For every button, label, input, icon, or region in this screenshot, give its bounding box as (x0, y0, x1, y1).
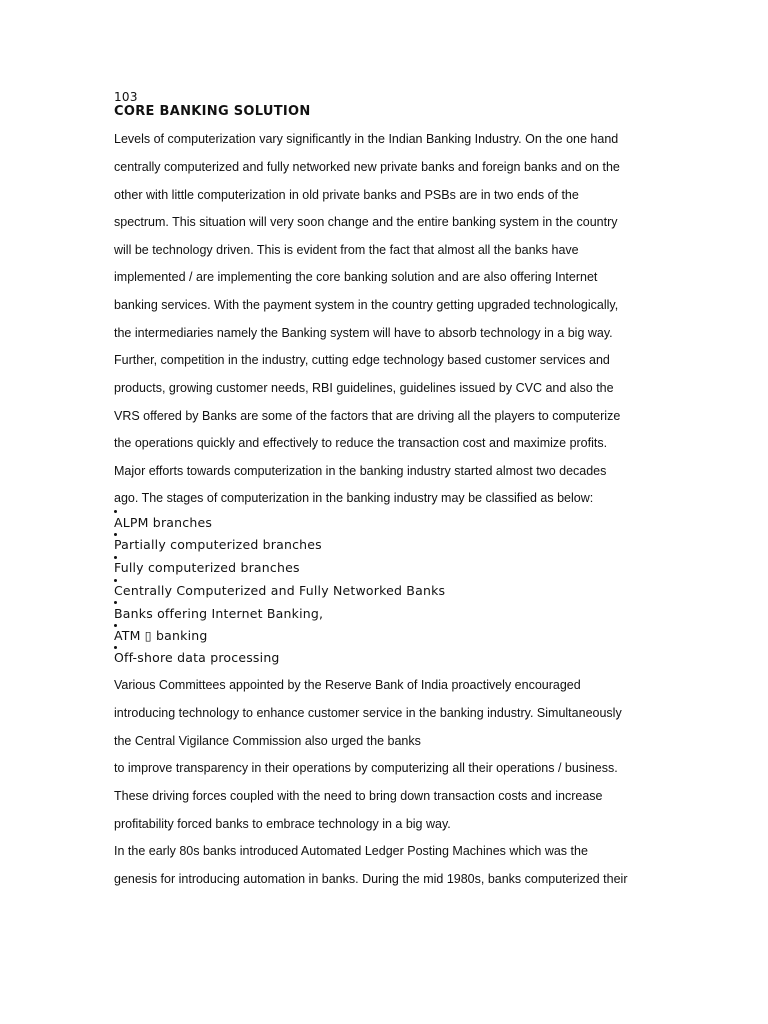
list-item: Centrally Computerized and Fully Networked Banks (114, 583, 446, 598)
bullet-icon (114, 510, 117, 513)
section-title: CORE BANKING SOLUTION (114, 104, 311, 119)
paragraph-line: These driving forces coupled with the need to bring down transaction costs and increase (114, 789, 603, 803)
paragraph-line: to improve transparency in their operations by computerizing all their operations / business. (114, 761, 618, 775)
bullet-icon (114, 646, 117, 649)
bullet-icon (114, 601, 117, 604)
paragraph-line: genesis for introducing automation in banks. During the mid 1980s, banks computerized their (114, 872, 628, 886)
paragraph-line: the Central Vigilance Commission also urged the banks (114, 734, 421, 748)
paragraph-line: banking services. With the payment system in the country getting upgraded technologically, (114, 298, 619, 312)
list-item: Banks offering Internet Banking, (114, 606, 324, 621)
list-item: ATM ▯ banking (114, 628, 208, 643)
paragraph-line: will be technology driven. This is evident from the fact that almost all the banks have (114, 243, 579, 257)
bullet-icon (114, 556, 117, 559)
bullet-icon (114, 624, 117, 627)
paragraph-line: spectrum. This situation will very soon change and the entire banking system in the country (114, 215, 618, 229)
paragraph-line: implemented / are implementing the core banking solution and are also offering Internet (114, 270, 598, 284)
paragraph-line: Major efforts towards computerization in the banking industry started almost two decades (114, 464, 607, 478)
paragraph-line: In the early 80s banks introduced Automated Ledger Posting Machines which was the (114, 844, 588, 858)
list-item: Fully computerized branches (114, 560, 300, 575)
page-number: 103 (114, 90, 138, 104)
list-item: ALPM branches (114, 515, 213, 530)
paragraph-line: introducing technology to enhance customer service in the banking industry. Simultaneously (114, 706, 622, 720)
paragraph-line: Various Committees appointed by the Reserve Bank of India proactively encouraged (114, 678, 581, 692)
paragraph-line: the intermediaries namely the Banking system will have to absorb technology in a big way. (114, 326, 613, 340)
paragraph-line: other with little computerization in old private banks and PSBs are in two ends of the (114, 188, 579, 202)
paragraph-line: products, growing customer needs, RBI guidelines, guidelines issued by CVC and also the (114, 381, 614, 395)
list-item: Off-shore data processing (114, 650, 280, 665)
bullet-icon (114, 579, 117, 582)
paragraph-line: the operations quickly and effectively to reduce the transaction cost and maximize profits. (114, 436, 608, 450)
paragraph-line: Levels of computerization vary significantly in the Indian Banking Industry. On the one hand (114, 132, 619, 146)
paragraph-line: centrally computerized and fully networked new private banks and foreign banks and on the (114, 160, 620, 174)
paragraph-line: ago. The stages of computerization in the banking industry may be classified as below: (114, 491, 594, 505)
paragraph-line: profitability forced banks to embrace technology in a big way. (114, 817, 451, 831)
bullet-icon (114, 533, 117, 536)
paragraph-line: VRS offered by Banks are some of the factors that are driving all the players to computerize (114, 409, 621, 423)
list-item: Partially computerized branches (114, 537, 322, 552)
paragraph-line: Further, competition in the industry, cutting edge technology based customer services and (114, 353, 610, 367)
